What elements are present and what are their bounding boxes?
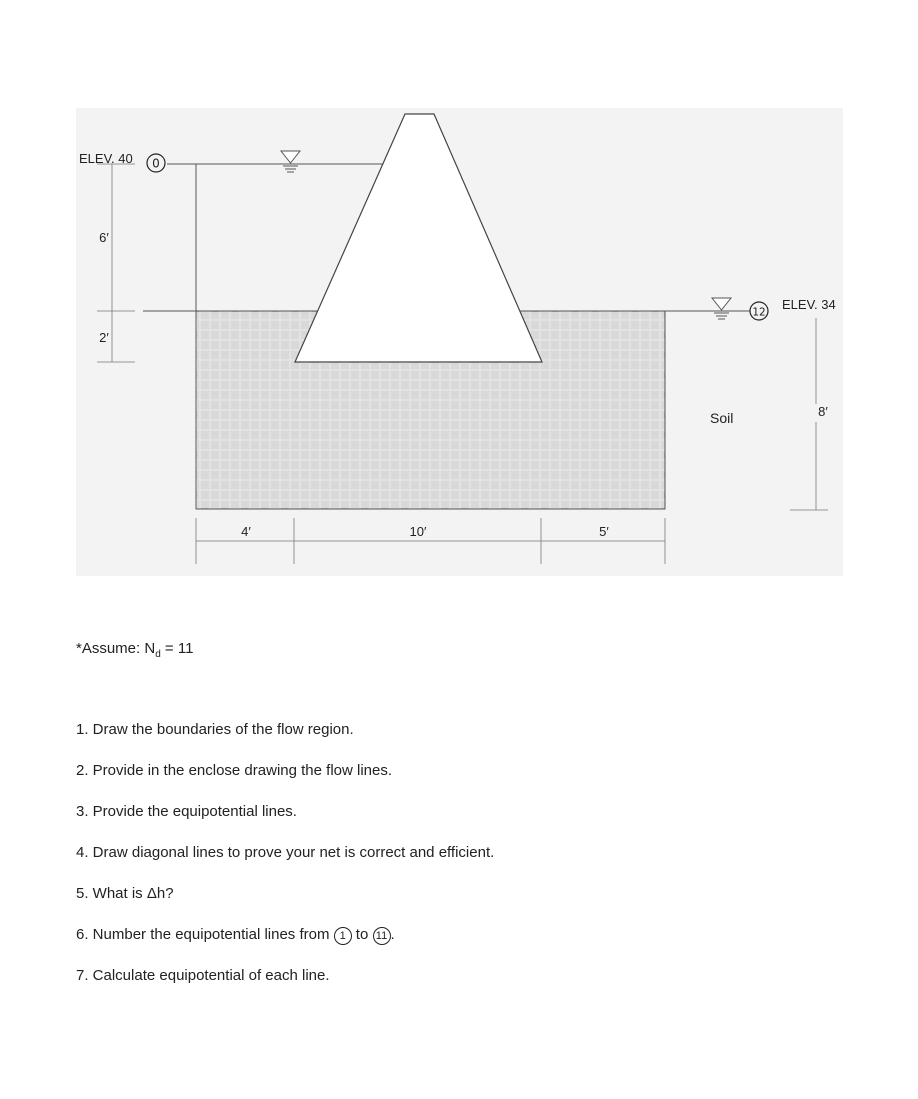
dim-dam-base: 10′ [409,524,427,539]
question-item: 1. Draw the boundaries of the flow region. [76,721,354,738]
question-item: 3. Provide the equipotential lines. [76,803,297,820]
dim-head-difference: 6′ [99,230,109,245]
question-item: 6. Number the equipotential lines from 1 to 11 . [76,926,395,943]
circled-number-11: 11 [373,927,391,945]
question-list [76,720,494,1007]
dim-downstream-width: 5′ [599,524,609,539]
dim-upstream-width: 4′ [241,524,251,539]
assumption-text: *Assume: $N_d = 11$ [76,640,194,660]
downstream-node-number: 12 [752,306,766,319]
question-item: 5. What is Δh? [76,885,174,902]
dim-soil-depth: 8′ [818,404,828,419]
soil-label: Soil [710,410,734,426]
upstream-node-number: 0 [152,156,160,171]
upstream-elevation-label: ELEV. 40 [79,151,133,166]
downstream-elevation-label: ELEV. 34 [782,297,836,312]
question-item: 2. Provide in the enclose drawing the flow lines. [76,762,393,779]
question-item: 7. Calculate equipotential of each line. [76,967,330,984]
circled-number-1: 1 [334,927,352,945]
question-item: 4. Draw diagonal lines to prove your net is correct and efficient. [76,844,495,861]
dim-embedment: 2′ [99,330,109,345]
